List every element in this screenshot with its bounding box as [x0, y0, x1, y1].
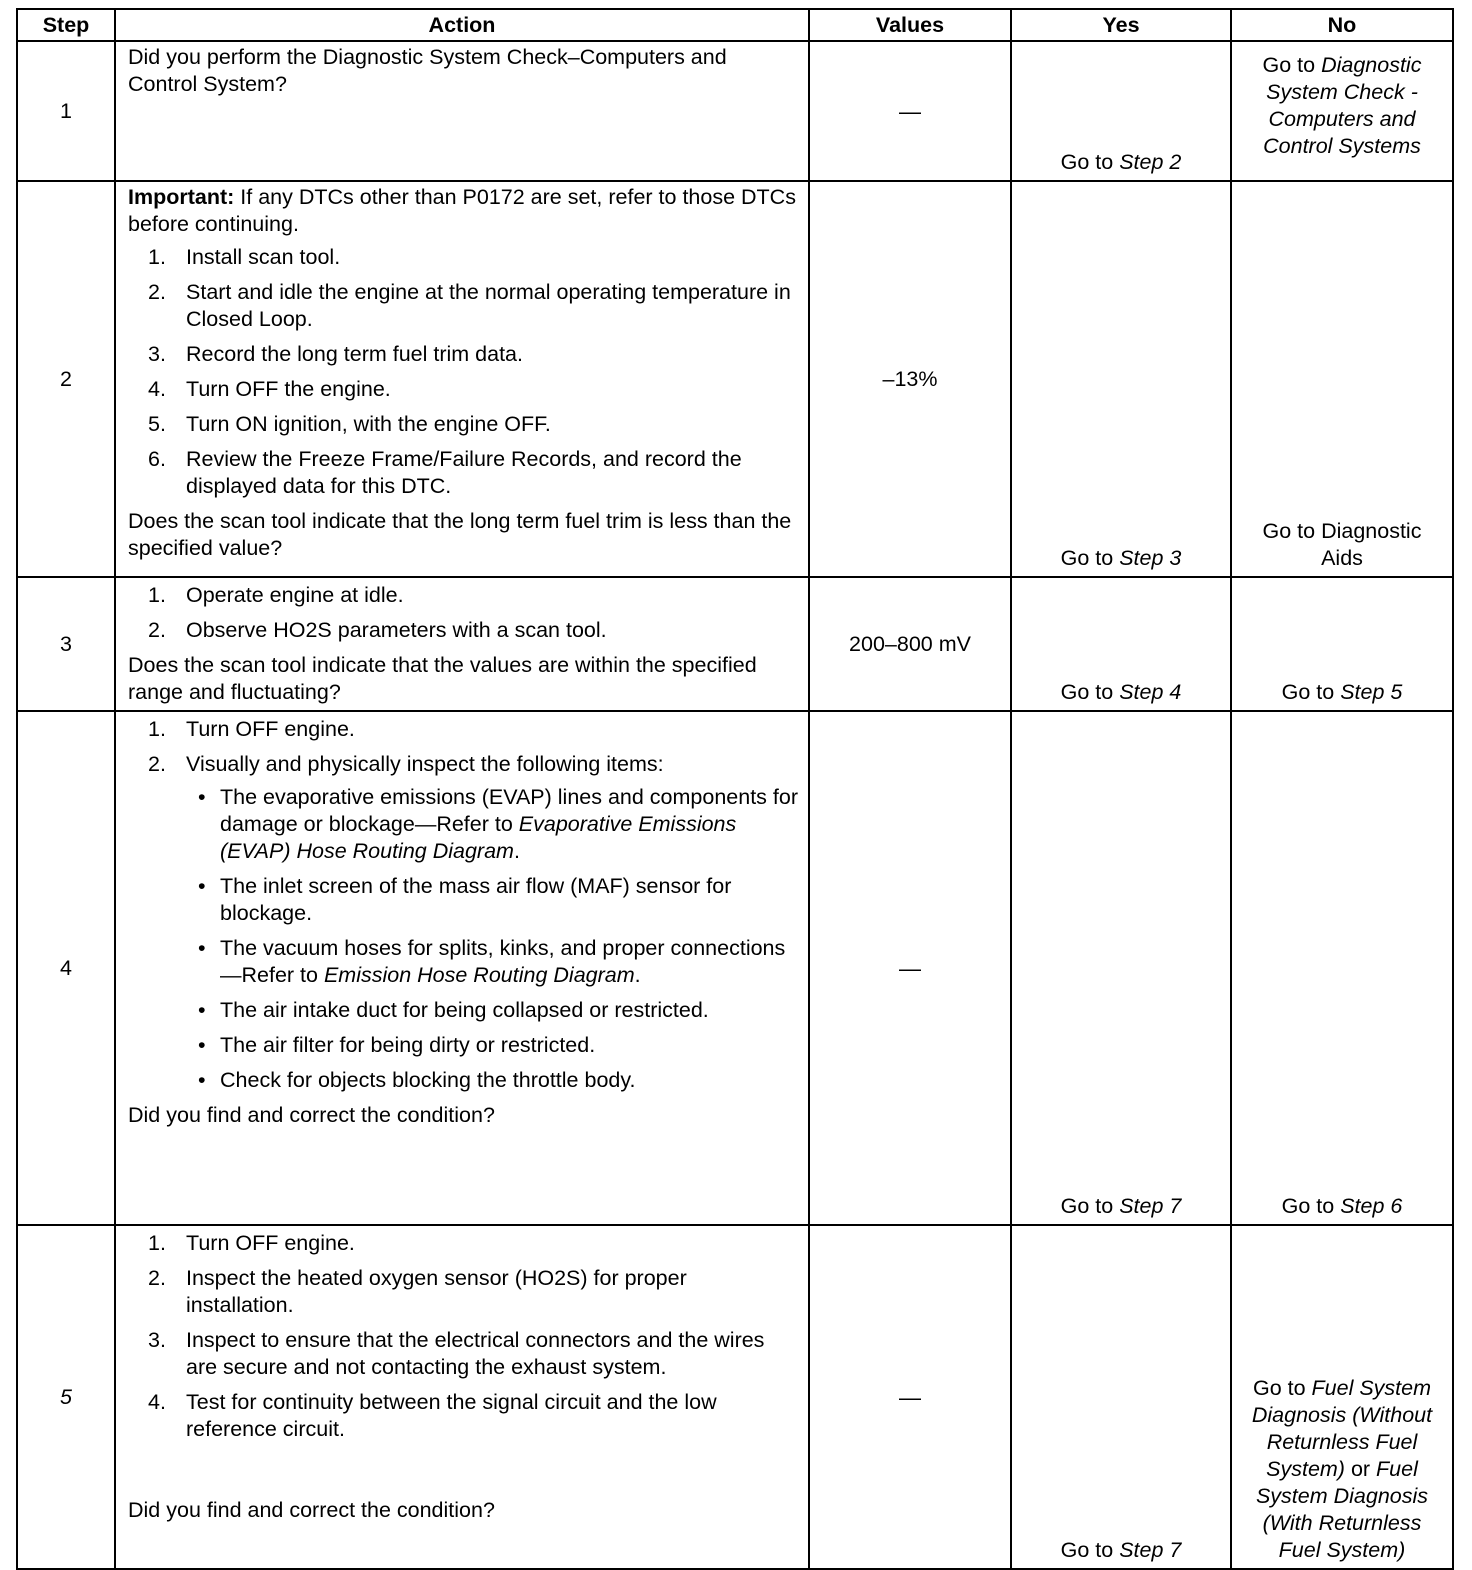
step-list: [128, 582, 798, 644]
reference-link: Emission Hose Routing Diagram: [323, 963, 635, 987]
yes-cell: Go to Step 3: [1011, 181, 1231, 577]
reference-link: Evaporative Emissions (EVAP) Hose Routing Diagram: [220, 812, 737, 863]
step-list: [128, 1230, 798, 1443]
inspection-list: [186, 784, 798, 1094]
action-question: Does the scan tool indicate that the values are within the specified range and fluctuating?: [128, 653, 757, 704]
diagnostic-table: [16, 8, 1454, 1570]
step-list: [128, 244, 798, 500]
list-item: 2. Observe HO2S parameters with a scan tool.: [148, 618, 607, 642]
list-item: 4. Turn OFF the engine.: [148, 377, 391, 401]
list-item: • The inlet screen of the mass air flow (MAF) sensor for blockage.: [198, 874, 732, 925]
no-cell: Go to Diagnostic System Check - Computers and Control Systems: [1231, 41, 1453, 181]
list-item: 1. Install scan tool.: [148, 245, 341, 269]
step-number: 4: [17, 711, 115, 1225]
action-question: Did you find and correct the condition?: [128, 1103, 495, 1127]
action-cell: [115, 41, 809, 181]
yes-cell: Go to Step 2: [1011, 41, 1231, 181]
no-link: Step 5: [1340, 680, 1403, 704]
table-row: [17, 41, 1453, 181]
step-number: 3: [17, 577, 115, 711]
list-item: • The air intake duct for being collapsed or restricted.: [198, 998, 709, 1022]
yes-cell: Go to Step 4: [1011, 577, 1231, 711]
value-cell: —: [809, 1225, 1011, 1569]
table-row: [17, 1225, 1453, 1569]
no-link: Fuel System Diagnosis (Without Returnless Fuel System): [1251, 1376, 1433, 1481]
list-item: 3. Inspect to ensure that the electrical connectors and the wires are secure and not contacting the exhaust system.: [148, 1328, 765, 1379]
list-item: 2. Visually and physically inspect the following items: • The evaporative emissions (EVAP) lines and components for damage or blockage—Refer to Evaporative Emissions (EVAP) Hose Routing Diagram. • The inlet screen of the mass air flow (MAF) sensor for blockage. • The vacuum hoses for splits, kinks, and proper connections—Refer to Emission Hose Routing Diagram. • The air intake duct for being collapsed or restricted. • The air filter for being dirty or restricted. • Check for objects blocking the throttle body.: [148, 752, 798, 1092]
yes-cell: Go to Step 7: [1011, 1225, 1231, 1569]
header-action: Action: [115, 9, 809, 41]
header-no: No: [1231, 9, 1453, 41]
important-label: Important:: [128, 185, 235, 209]
no-cell: Go to Fuel System Diagnosis (Without Returnless Fuel System) or Fuel System Diagnosis (With Returnless Fuel System): [1231, 1225, 1453, 1569]
value-cell: 200–800 mV: [809, 577, 1011, 711]
value-cell: —: [809, 41, 1011, 181]
header-step: Step: [17, 9, 115, 41]
action-question: Does the scan tool indicate that the long term fuel trim is less than the specified value?: [128, 509, 792, 560]
header-row: [17, 9, 1453, 41]
table-row: [17, 181, 1453, 577]
action-cell: [115, 1225, 809, 1569]
list-item: • The evaporative emissions (EVAP) lines and components for damage or blockage—Refer to Evaporative Emissions (EVAP) Hose Routing Diagram.: [198, 785, 798, 863]
yes-link: Step 3: [1119, 546, 1182, 570]
list-item: 1. Operate engine at idle.: [148, 583, 404, 607]
value-cell: —: [809, 711, 1011, 1225]
list-item: • The vacuum hoses for splits, kinks, and proper connections—Refer to Emission Hose Routing Diagram.: [198, 936, 786, 987]
list-item: 3. Record the long term fuel trim data.: [148, 342, 523, 366]
step-list: [128, 716, 798, 1094]
step-number: 2: [17, 181, 115, 577]
list-item: 1. Turn OFF engine.: [148, 717, 355, 741]
no-cell: Go to Step 5: [1231, 577, 1453, 711]
action-cell: [115, 711, 809, 1225]
header-yes: Yes: [1011, 9, 1231, 41]
list-item: • Check for objects blocking the throttle body.: [198, 1068, 636, 1092]
yes-link: Step 7: [1119, 1538, 1182, 1562]
list-item: 6. Review the Freeze Frame/Failure Records, and record the displayed data for this DTC.: [148, 447, 742, 498]
list-item: 5. Turn ON ignition, with the engine OFF.: [148, 412, 551, 436]
list-item: 1. Turn OFF engine.: [148, 1231, 355, 1255]
list-item: 2. Inspect the heated oxygen sensor (HO2S) for proper installation.: [148, 1266, 687, 1317]
list-item: • The air filter for being dirty or restricted.: [198, 1033, 596, 1057]
table-row: [17, 711, 1453, 1225]
no-link: Diagnostic System Check - Computers and Control Systems: [1263, 53, 1422, 158]
no-link: Step 6: [1340, 1194, 1403, 1218]
value-cell: –13%: [809, 181, 1011, 577]
list-item: 2. Start and idle the engine at the normal operating temperature in Closed Loop.: [148, 280, 791, 331]
action-cell: [115, 181, 809, 577]
action-question: Did you perform the Diagnostic System Check–Computers and Control System?: [128, 45, 727, 96]
yes-link: Step 7: [1119, 1194, 1182, 1218]
action-question: Did you find and correct the condition?: [128, 1498, 495, 1522]
no-cell: Go to Diagnostic Aids: [1231, 181, 1453, 577]
step-number: 5: [17, 1225, 115, 1569]
action-cell: [115, 577, 809, 711]
yes-cell: Go to Step 7: [1011, 711, 1231, 1225]
list-item: 4. Test for continuity between the signal circuit and the low reference circuit.: [148, 1390, 717, 1441]
no-cell: Go to Step 6: [1231, 711, 1453, 1225]
important-note: Important: If any DTCs other than P0172 are set, refer to those DTCs before continuing.: [128, 185, 796, 236]
yes-link: Step 2: [1119, 150, 1182, 174]
table-row: [17, 577, 1453, 711]
no-link: Fuel System Diagnosis (With Returnless Fuel System): [1255, 1457, 1429, 1562]
yes-link: Step 4: [1119, 680, 1182, 704]
step-number: 1: [17, 41, 115, 181]
header-values: Values: [809, 9, 1011, 41]
